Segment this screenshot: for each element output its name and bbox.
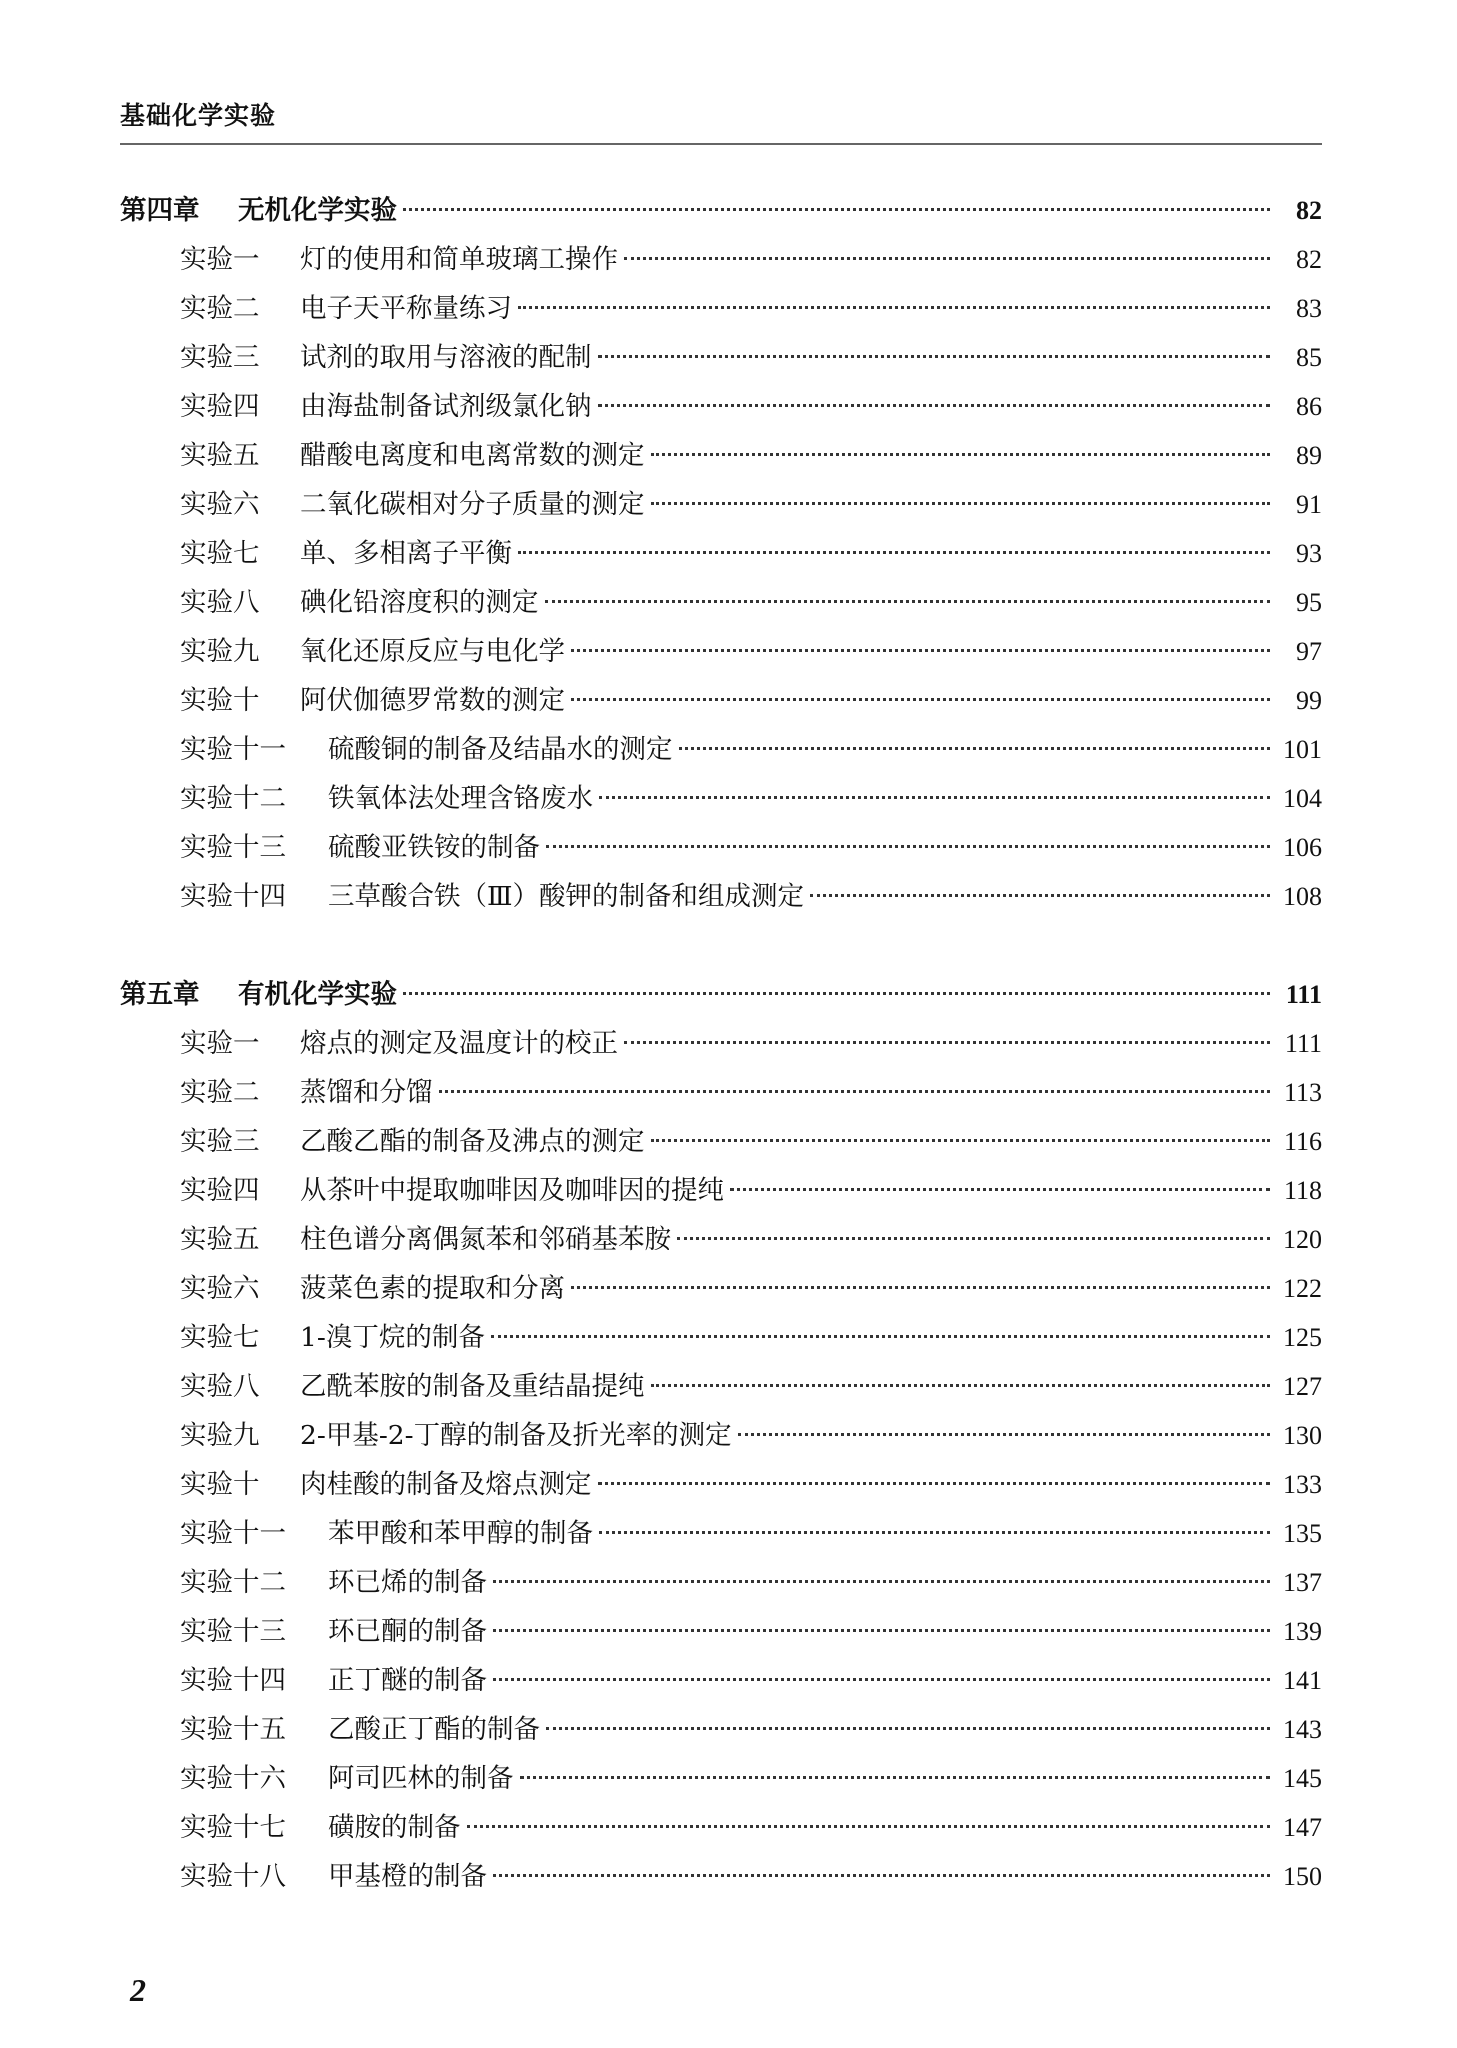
experiment-title: 蒸馏和分馏 [300, 1077, 433, 1108]
experiment-page-number: 106 [1283, 833, 1322, 862]
chapter-page-number: 111 [1285, 980, 1322, 1009]
experiment-number: 实验六 [180, 1273, 260, 1304]
dot-leader [651, 453, 1271, 456]
chapter-title: 无机化学实验 [238, 195, 397, 226]
experiment-number: 实验七 [180, 1322, 260, 1353]
toc-chapter-heading [120, 186, 1322, 235]
toc-entry [120, 235, 1322, 284]
experiment-number: 实验五 [180, 440, 260, 471]
toc-chapter-heading [120, 970, 1322, 1019]
experiment-page-number: 141 [1283, 1666, 1322, 1695]
experiment-title: 阿伏伽德罗常数的测定 [300, 685, 565, 716]
dot-leader [651, 1139, 1271, 1142]
dot-leader [730, 1188, 1270, 1191]
chapter-title: 有机化学实验 [238, 979, 397, 1010]
toc-entry [120, 1754, 1322, 1803]
experiment-page-number: 125 [1283, 1323, 1322, 1352]
experiment-title: 阿司匹林的制备 [328, 1763, 514, 1794]
dot-leader [571, 1286, 1270, 1289]
dot-leader [491, 1335, 1270, 1338]
experiment-number: 实验十二 [180, 1567, 286, 1598]
experiment-number: 实验十八 [180, 1861, 286, 1892]
dot-leader [403, 208, 1270, 211]
experiment-page-number: 82 [1296, 245, 1322, 274]
toc-entry [120, 774, 1322, 823]
experiment-page-number: 116 [1283, 1127, 1322, 1156]
experiment-title: 铁氧体法处理含铬废水 [328, 783, 593, 814]
experiment-number: 实验十 [180, 1469, 260, 1500]
experiment-page-number: 147 [1283, 1813, 1322, 1842]
experiment-page-number: 89 [1296, 441, 1322, 470]
dot-leader [493, 1580, 1270, 1583]
toc-entry [120, 1313, 1322, 1362]
dot-leader [651, 1384, 1271, 1387]
experiment-page-number: 93 [1296, 539, 1322, 568]
toc-entry [120, 1019, 1322, 1068]
toc-entry [120, 823, 1322, 872]
toc-entry [120, 1460, 1322, 1509]
experiment-title: 氧化还原反应与电化学 [300, 636, 565, 667]
experiment-title: 乙酰苯胺的制备及重结晶提纯 [300, 1371, 645, 1402]
experiment-number: 实验十三 [180, 1616, 286, 1647]
experiment-title: 环已酮的制备 [328, 1616, 487, 1647]
dot-leader [738, 1433, 1270, 1436]
toc-entry [120, 1705, 1322, 1754]
experiment-number: 实验十一 [180, 734, 286, 765]
dot-leader [493, 1629, 1270, 1632]
experiment-number: 实验五 [180, 1224, 260, 1255]
toc-entry [120, 1656, 1322, 1705]
experiment-title: 2-甲基-2-丁醇的制备及折光率的测定 [300, 1420, 732, 1451]
experiment-title: 电子天平称量练习 [300, 293, 512, 324]
chapter-page-number: 82 [1296, 196, 1322, 225]
dot-leader [598, 355, 1271, 358]
toc-entry [120, 382, 1322, 431]
experiment-number: 实验十五 [180, 1714, 286, 1745]
toc-entry [120, 480, 1322, 529]
experiment-title: 从茶叶中提取咖啡因及咖啡因的提纯 [300, 1175, 724, 1206]
experiment-page-number: 97 [1296, 637, 1322, 666]
experiment-page-number: 99 [1296, 686, 1322, 715]
experiment-number: 实验一 [180, 1028, 260, 1059]
running-header: 基础化学实验 [120, 101, 277, 130]
dot-leader [651, 502, 1271, 505]
experiment-title: 试剂的取用与溶液的配制 [300, 342, 592, 373]
experiment-title: 醋酸电离度和电离常数的测定 [300, 440, 645, 471]
experiment-title: 环已烯的制备 [328, 1567, 487, 1598]
experiment-number: 实验八 [180, 1371, 260, 1402]
toc-entry [120, 1558, 1322, 1607]
dot-leader [624, 1041, 1270, 1044]
dot-leader [810, 894, 1270, 897]
experiment-page-number: 127 [1283, 1372, 1322, 1401]
experiment-number: 实验二 [180, 1077, 260, 1108]
toc-entry [120, 1362, 1322, 1411]
experiment-title: 由海盐制备试剂级氯化钠 [300, 391, 592, 422]
toc-entry [120, 578, 1322, 627]
toc-entry [120, 872, 1322, 921]
page-number: 2 [130, 1972, 146, 2008]
experiment-title: 单、多相离子平衡 [300, 538, 512, 569]
toc-entry [120, 627, 1322, 676]
experiment-number: 实验三 [180, 342, 260, 373]
dot-leader [546, 1727, 1270, 1730]
experiment-number: 实验九 [180, 1420, 260, 1451]
header-rule [120, 143, 1322, 145]
experiment-number: 实验十七 [180, 1812, 286, 1843]
experiment-page-number: 83 [1296, 294, 1322, 323]
experiment-page-number: 150 [1283, 1862, 1322, 1891]
experiment-number: 实验十四 [180, 1665, 286, 1696]
experiment-page-number: 137 [1283, 1568, 1322, 1597]
toc-entry [120, 284, 1322, 333]
experiment-number: 实验十一 [180, 1518, 286, 1549]
experiment-title: 灯的使用和简单玻璃工操作 [300, 244, 618, 275]
chapter-number: 第五章 [120, 979, 200, 1010]
toc-entry [120, 1607, 1322, 1656]
dot-leader [493, 1678, 1270, 1681]
dot-leader [493, 1874, 1270, 1877]
dot-leader [518, 306, 1270, 309]
toc-entry [120, 1411, 1322, 1460]
experiment-number: 实验八 [180, 587, 260, 618]
experiment-title: 乙酸正丁酯的制备 [328, 1714, 540, 1745]
experiment-number: 实验九 [180, 636, 260, 667]
experiment-page-number: 101 [1283, 735, 1322, 764]
experiment-number: 实验十二 [180, 783, 286, 814]
experiment-page-number: 143 [1283, 1715, 1322, 1744]
experiment-page-number: 108 [1283, 882, 1322, 911]
experiment-title: 正丁醚的制备 [328, 1665, 487, 1696]
toc-entry [120, 431, 1322, 480]
dot-leader [467, 1825, 1271, 1828]
experiment-title: 二氧化碳相对分子质量的测定 [300, 489, 645, 520]
toc-entry [120, 1264, 1322, 1313]
experiment-title: 硫酸铜的制备及结晶水的测定 [328, 734, 673, 765]
experiment-title: 硫酸亚铁铵的制备 [328, 832, 540, 863]
experiment-page-number: 135 [1283, 1519, 1322, 1548]
experiment-title: 碘化铅溶度积的测定 [300, 587, 539, 618]
experiment-title: 苯甲酸和苯甲醇的制备 [328, 1518, 593, 1549]
dot-leader [598, 404, 1271, 407]
toc-entry [120, 676, 1322, 725]
experiment-number: 实验七 [180, 538, 260, 569]
experiment-page-number: 122 [1283, 1274, 1322, 1303]
toc-entry [120, 1803, 1322, 1852]
dot-leader [520, 1776, 1271, 1779]
dot-leader [571, 649, 1270, 652]
toc-entry [120, 1509, 1322, 1558]
experiment-number: 实验四 [180, 1175, 260, 1206]
toc-entry [120, 1166, 1322, 1215]
toc-entry [120, 1068, 1322, 1117]
experiment-title: 1-溴丁烷的制备 [300, 1322, 485, 1353]
experiment-page-number: 91 [1296, 490, 1322, 519]
experiment-title: 甲基橙的制备 [328, 1861, 487, 1892]
toc-entry [120, 529, 1322, 578]
experiment-title: 乙酸乙酯的制备及沸点的测定 [300, 1126, 645, 1157]
toc-entry [120, 333, 1322, 382]
experiment-number: 实验十六 [180, 1763, 286, 1794]
experiment-page-number: 139 [1283, 1617, 1322, 1646]
experiment-title: 菠菜色素的提取和分离 [300, 1273, 565, 1304]
table-of-contents [120, 186, 1322, 1901]
experiment-number: 实验十 [180, 685, 260, 716]
toc-entry [120, 1215, 1322, 1264]
dot-leader [518, 551, 1270, 554]
dot-leader [571, 698, 1270, 701]
chapter-number: 第四章 [120, 195, 200, 226]
experiment-title: 柱色谱分离偶氮苯和邻硝基苯胺 [300, 1224, 671, 1255]
toc-entry [120, 1852, 1322, 1901]
dot-leader [439, 1090, 1271, 1093]
dot-leader [598, 1482, 1271, 1485]
experiment-title: 三草酸合铁（Ⅲ）酸钾的制备和组成测定 [328, 881, 805, 912]
experiment-page-number: 118 [1283, 1176, 1322, 1205]
experiment-number: 实验三 [180, 1126, 260, 1157]
toc-chapter [120, 970, 1322, 1901]
experiment-page-number: 85 [1296, 343, 1322, 372]
experiment-page-number: 104 [1283, 784, 1322, 813]
experiment-page-number: 145 [1283, 1764, 1322, 1793]
experiment-number: 实验十四 [180, 881, 286, 912]
experiment-title: 磺胺的制备 [328, 1812, 461, 1843]
dot-leader [599, 796, 1270, 799]
experiment-page-number: 133 [1283, 1470, 1322, 1499]
dot-leader [545, 600, 1271, 603]
experiment-number: 实验二 [180, 293, 260, 324]
experiment-title: 熔点的测定及温度计的校正 [300, 1028, 618, 1059]
dot-leader [403, 992, 1270, 995]
toc-chapter [120, 186, 1322, 921]
toc-entry [120, 725, 1322, 774]
dot-leader [546, 845, 1270, 848]
experiment-page-number: 113 [1283, 1078, 1322, 1107]
experiment-page-number: 86 [1296, 392, 1322, 421]
experiment-page-number: 130 [1283, 1421, 1322, 1450]
dot-leader [599, 1531, 1270, 1534]
experiment-title: 肉桂酸的制备及熔点测定 [300, 1469, 592, 1500]
experiment-number: 实验六 [180, 489, 260, 520]
experiment-page-number: 95 [1296, 588, 1322, 617]
experiment-number: 实验十三 [180, 832, 286, 863]
dot-leader [677, 1237, 1270, 1240]
dot-leader [624, 257, 1270, 260]
experiment-page-number: 120 [1283, 1225, 1322, 1254]
experiment-number: 实验四 [180, 391, 260, 422]
experiment-page-number: 111 [1284, 1029, 1322, 1058]
experiment-number: 实验一 [180, 244, 260, 275]
toc-entry [120, 1117, 1322, 1166]
dot-leader [679, 747, 1271, 750]
